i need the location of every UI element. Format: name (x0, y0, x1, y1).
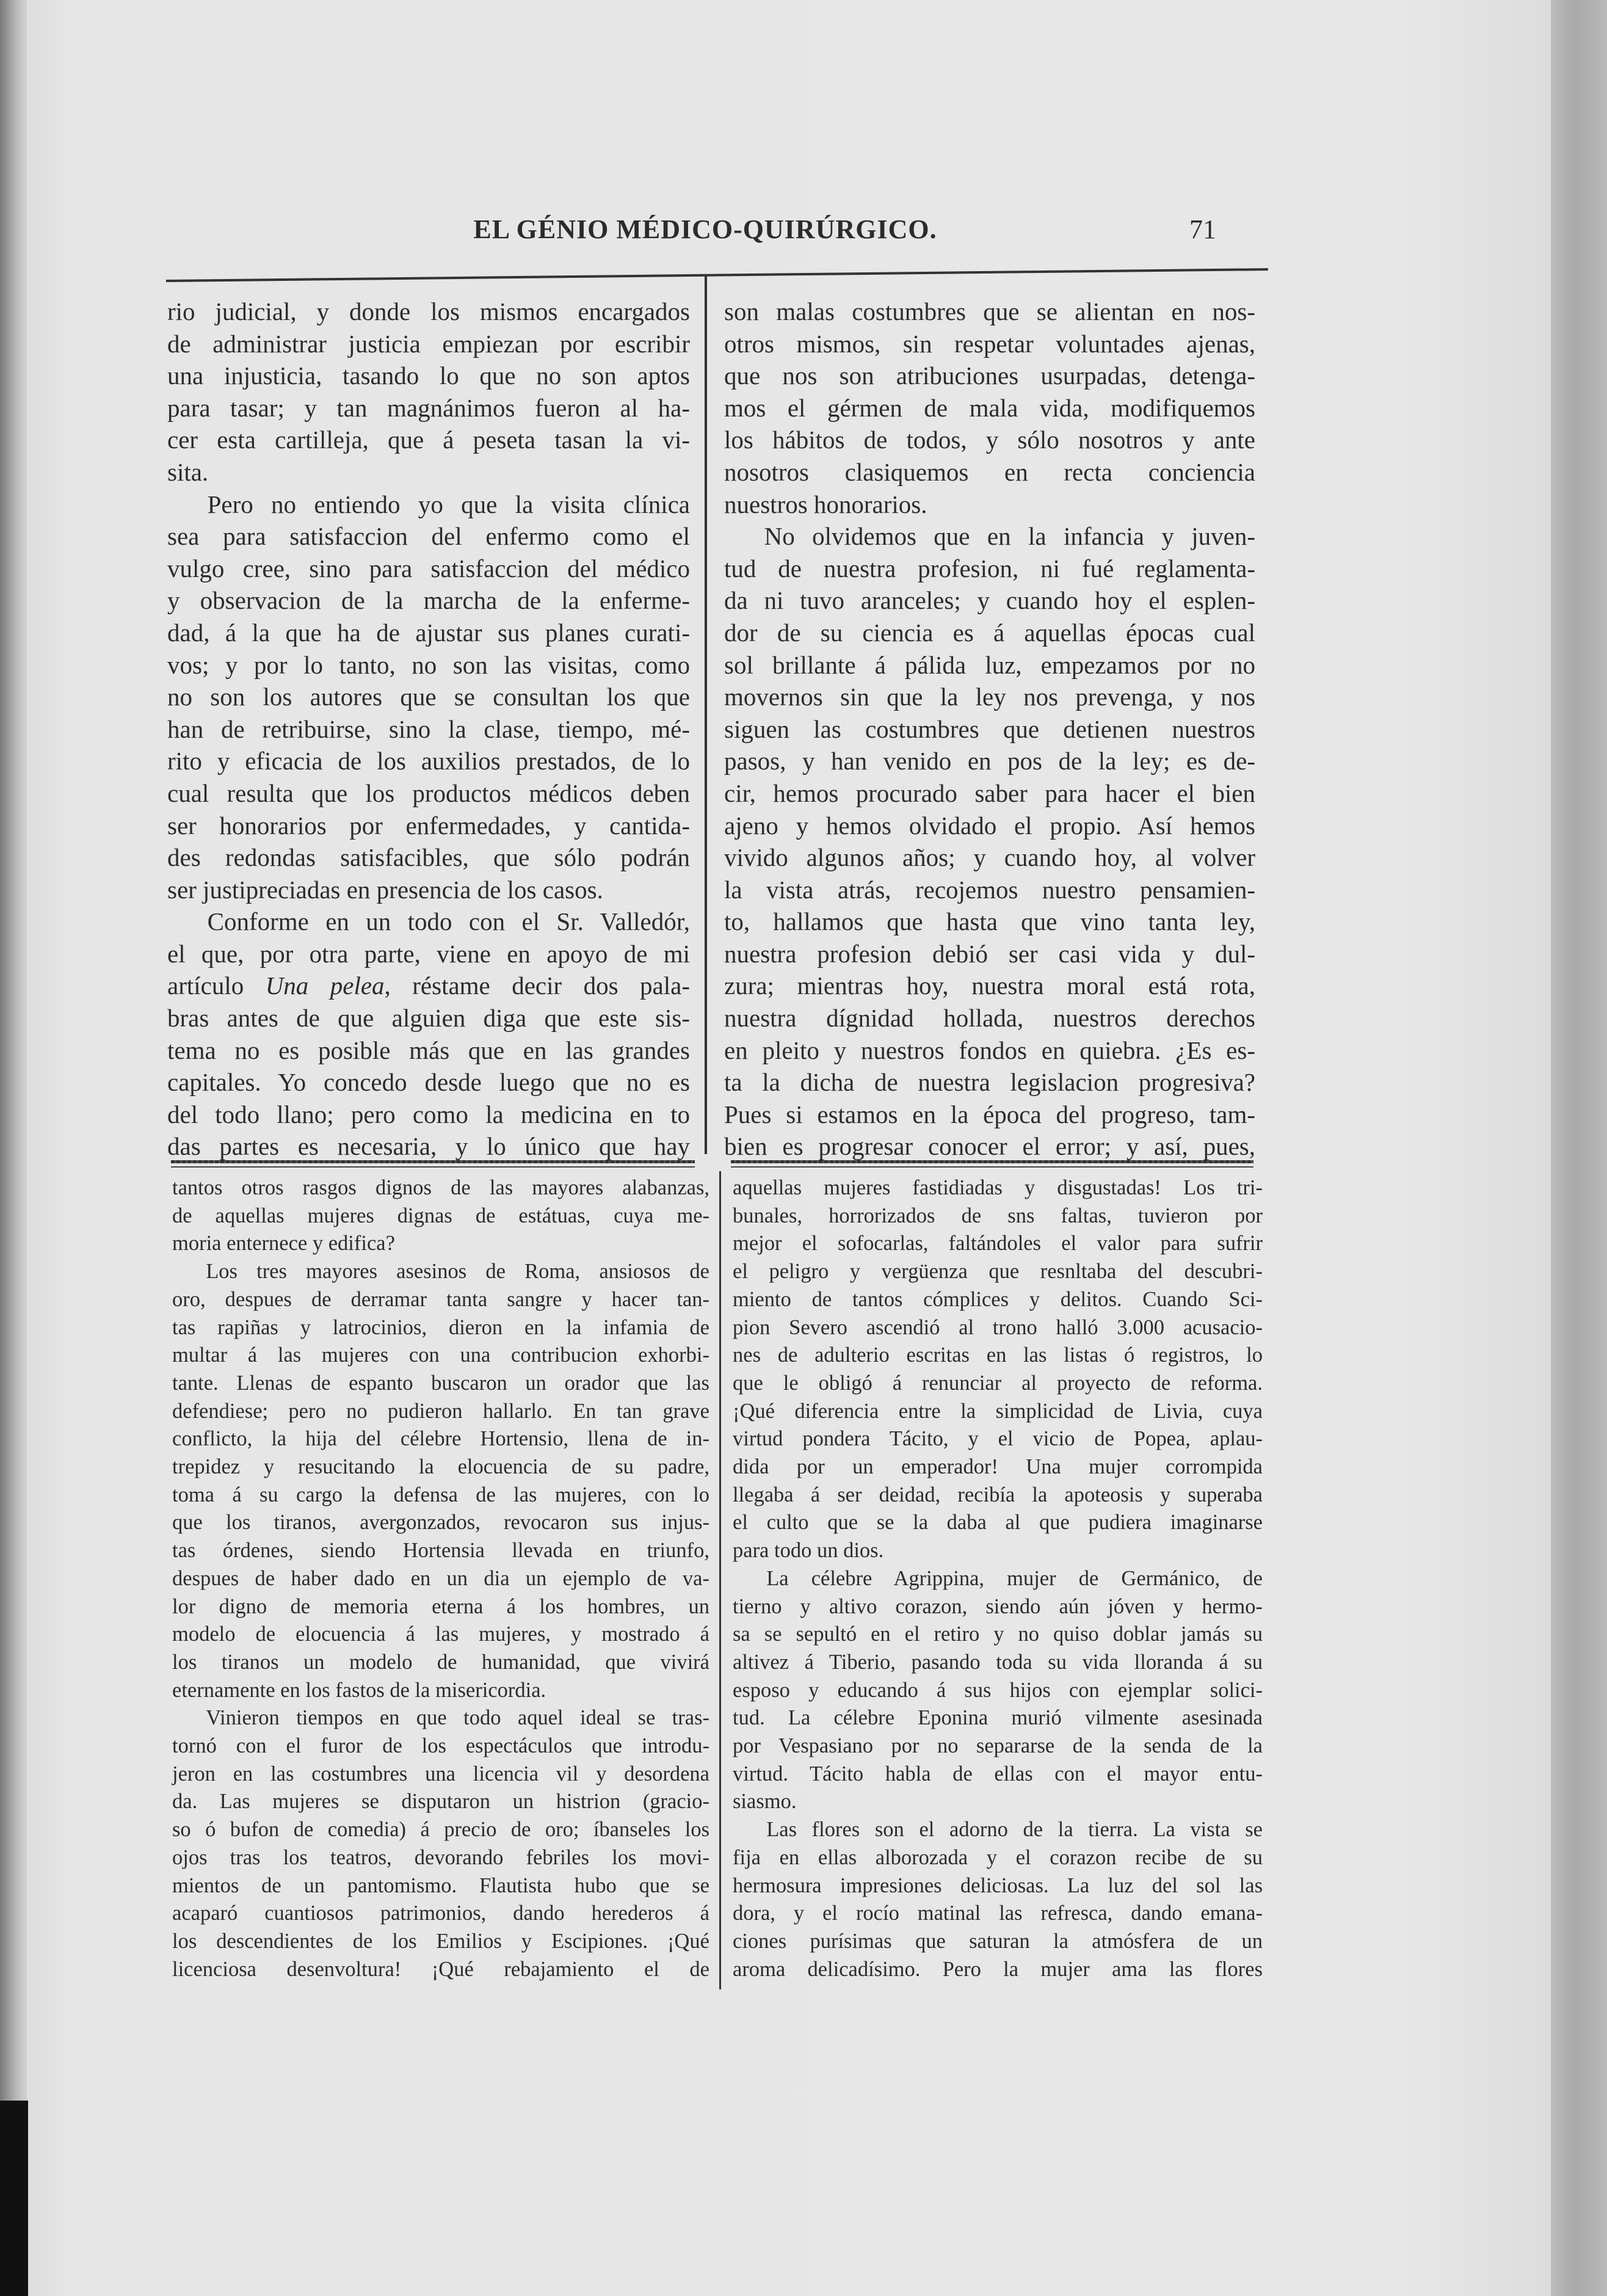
text-line: eternamente en los fastos de la misericordia. (172, 1678, 546, 1702)
text-line: pion Severo ascendió al trono halló 3.000 acusacio- (733, 1315, 1263, 1339)
text-line: to, hallamos que hasta que vino tanta ley, (724, 907, 1255, 936)
paragraph (733, 1174, 1263, 1565)
text-span: artículo (167, 972, 266, 1000)
text-line: una injusticia, tasando lo que no son aptos (167, 361, 690, 390)
text-line: des redondas satisfacibles, que sólo podrán (167, 843, 690, 872)
text-line: bras antes de que alguien diga que este sis- (167, 1004, 690, 1033)
text-line: nuestra profesion debió ser casi vida y dul- (724, 939, 1255, 968)
text-line: siguen las costumbres que detienen nuestros (724, 714, 1255, 743)
text-line: del todo llano; pero como la medicina en to (167, 1100, 690, 1128)
paragraph (167, 489, 690, 906)
text-line: otros mismos, sin respetar voluntades ajenas, (724, 329, 1255, 358)
text-line: nes de adulterio escritas en las listas ó registros, lo (733, 1343, 1263, 1367)
upper-left-column (167, 296, 690, 1163)
text-line: licenciosa desenvoltura! ¡Qué rebajamiento el de (172, 1957, 709, 1981)
text-line: ser justipreciadas en presencia de los casos. (167, 875, 603, 904)
text-line: ser honorarios por enfermedades, y cantida- (167, 811, 690, 840)
text-line: tud. La célebre Eponina murió vilmente asesinada (733, 1706, 1263, 1730)
binding-edge (0, 0, 27, 2296)
text-line: son malas costumbres que se alientan en nos- (724, 297, 1255, 325)
text-line: por Vespasiano por no separarse de la senda de la (733, 1734, 1263, 1758)
text-line: nuestra dígnidad hollada, nuestros derechos (724, 1004, 1255, 1033)
text-line: rito y eficacia de los auxilios prestados, de lo (167, 747, 690, 776)
text-line: mientos de un pantomismo. Flautista hubo que se (172, 1873, 709, 1897)
text-line: Pues si estamos en la época del progreso, tam- (724, 1100, 1255, 1128)
binding-corner (0, 2101, 28, 2296)
text-line: lor digno de memoria eterna á los hombres, un (172, 1594, 709, 1618)
text-line: los hábitos de todos, y sólo nosotros y ante (724, 426, 1255, 454)
text-line: de aquellas mujeres dignas de estátuas, cuya me- (172, 1204, 709, 1227)
text-line: ta la dicha de nuestra legislacion progresiva? (724, 1068, 1255, 1097)
text-line: para todo un dios. (733, 1539, 884, 1563)
paragraph (167, 296, 690, 489)
text-line: tierno y altivo corazon, siendo aún jóven y hermo- (733, 1594, 1263, 1618)
text-line: aquellas mujeres fastidiadas y disgustadas! Los tri- (733, 1176, 1263, 1199)
paragraph (167, 906, 690, 1163)
paragraph (172, 1704, 709, 1983)
text-line: los descendientes de los Emilios y Escipiones. ¡Qué (172, 1929, 709, 1953)
text-line: tud de nuestra profesion, ni fué reglamenta- (724, 554, 1255, 583)
text-line: capitales. Yo concedo desde luego que no es (167, 1068, 690, 1097)
text-line: tantos otros rasgos dignos de las mayores alabanzas, (172, 1176, 709, 1199)
upper-column-divider (705, 275, 707, 1154)
text-line: jeron en las costumbres una licencia vil y desordena (172, 1762, 709, 1786)
text-line: esposo y educando á sus hijos con ejemplar solici- (733, 1678, 1263, 1702)
text-line: y observacion de la marcha de la enferme- (167, 586, 690, 615)
text-line: vivido algunos años; y cuando hoy, al volver (724, 843, 1255, 872)
text-line: han de retribuirse, sino la clase, tiempo, mé- (167, 714, 690, 743)
text-line: das partes es necesaria, y lo único que hay (167, 1132, 690, 1161)
text-line: bunales, horrorizados de sns faltas, tuvieron por (733, 1204, 1263, 1227)
text-line: La célebre Agrippina, mujer de Germánico, de (766, 1566, 1263, 1590)
upper-right-column (724, 296, 1255, 1163)
text-line: ¡Qué diferencia entre la simplicidad de Livia, cuya (733, 1399, 1263, 1423)
text-line: para tasar; y tan magnánimos fueron al ha- (167, 393, 690, 422)
text-line: toma á su cargo la defensa de las mujeres, con lo (172, 1483, 709, 1506)
text-line: hermosura impresiones deliciosas. La luz del sol las (733, 1873, 1263, 1897)
text-line: nosotros clasiquemos en recta conciencia (724, 457, 1255, 486)
text-line: Conforme en un todo con el Sr. Valledór, (207, 907, 690, 936)
lower-left-column (172, 1174, 709, 1983)
text-line: moria enternece y edifica? (172, 1232, 395, 1255)
text-line: sa se sepultó en el retiro y no quiso doblar jamás su (733, 1622, 1263, 1646)
text-line: virtud pondera Tácito, y el vicio de Popea, aplau- (733, 1427, 1263, 1451)
text-line: Los tres mayores asesinos de Roma, ansiosos de (206, 1260, 709, 1284)
text-line: so ó bufon de comedia) á precio de oro; íbanseles los (172, 1818, 709, 1842)
text-line: en pleito y nuestros fondos en quiebra. ¿Es es- (724, 1036, 1255, 1064)
text-line: aroma delicadísimo. Pero la mujer ama las flores (733, 1957, 1263, 1981)
text-line: que nos son atribuciones usurpadas, detenga- (724, 361, 1255, 390)
text-line: pasos, y han venido en pos de la ley; es de- (724, 747, 1255, 776)
text-line: siasmo. (733, 1790, 797, 1814)
text-line: conflicto, la hija del célebre Hortensio, llena de in- (172, 1427, 709, 1451)
text-line: zura; mientras hoy, nuestra moral está rota, (724, 972, 1255, 1000)
text-line: bien es progresar conocer el error; y así, pues, (724, 1132, 1255, 1161)
text-line: nuestros honorarios. (724, 490, 927, 518)
text-span: , réstame decir dos pala- (384, 972, 690, 1000)
text-line (167, 970, 690, 1002)
text-line: dor de su ciencia es á aquellas épocas cual (724, 618, 1255, 647)
text-line: dida por un emperador! Una mujer corrompida (733, 1455, 1263, 1479)
running-header-title: EL GÉNIO MÉDICO-QUIRÚRGICO. (473, 214, 937, 244)
text-line: el culto que se la daba al que pudiera imaginarse (733, 1511, 1263, 1535)
text-line: tante. Llenas de espanto buscaron un orador que las (172, 1371, 709, 1395)
text-line: cer esta cartilleja, que á peseta tasan la vi- (167, 426, 690, 454)
text-line: ajeno y hemos olvidado el propio. Así hemos (724, 811, 1255, 840)
text-line: tema no es posible más que en las grandes (167, 1036, 690, 1064)
text-line: tornó con el furor de los espectáculos que introdu- (172, 1734, 709, 1758)
text-line: tas rapiñas y latrocinios, dieron en la infamia de (172, 1315, 709, 1339)
text-line: Vinieron tiempos en que todo aquel ideal se tras- (206, 1706, 709, 1730)
text-line: sol brillante á pálida luz, empezamos por no (724, 650, 1255, 679)
text-line: no son los autores que se consultan los que (167, 683, 690, 711)
text-line: rio judicial, y donde los mismos encargados (167, 297, 690, 325)
text-line: movernos sin que la ley nos prevenga, y nos (724, 683, 1255, 711)
paragraph (172, 1174, 709, 1258)
text-line: fija en ellas alborozada y el corazon recibe de su (733, 1845, 1263, 1869)
text-line: Pero no entiendo yo que la visita clínica (207, 490, 690, 518)
text-line: tas órdenes, siendo Hortensia llevada en triunfo, (172, 1539, 709, 1563)
text-line: el peligro y vergüenza que resnltaba del descubri- (733, 1260, 1263, 1284)
text-line: oro, despues de derramar tanta sangre y hacer tan- (172, 1287, 709, 1311)
lower-column-divider (719, 1171, 721, 1989)
text-line: da ni tuvo aranceles; y cuando hoy el esplen- (724, 586, 1255, 615)
text-line: cir, hemos procurado saber para hacer el bien (724, 779, 1255, 807)
text-line: trepidez y resucitando la elocuencia de su padre, (172, 1455, 709, 1479)
text-line: modelo de elocuencia á las mujeres, y mostrado á (172, 1622, 709, 1646)
text-line: el que, por otra parte, viene en apoyo de mi (167, 939, 690, 968)
text-line: da. Las mujeres se disputaron un histrion (gracio- (172, 1790, 709, 1814)
text-line: No olvidemos que en la infancia y juven- (764, 522, 1255, 551)
text-line: altivez á Tiberio, pasando toda su vida lloranda á su (733, 1650, 1263, 1674)
page-edge-shadow (1551, 0, 1607, 2296)
text-line: cual resulta que los productos médicos deben (167, 779, 690, 807)
text-line: ojos tras los teatros, devorando febriles los movi- (172, 1845, 709, 1869)
paragraph (172, 1258, 709, 1704)
text-line: vulgo cree, sino para satisfaccion del médico (167, 554, 690, 583)
paragraph (733, 1565, 1263, 1816)
paragraph (724, 296, 1255, 520)
page-number: 71 (1189, 214, 1216, 244)
text-line: virtud. Tácito habla de ellas con el mayor entu- (733, 1762, 1263, 1786)
text-line: mos el gérmen de mala vida, modifiquemos (724, 393, 1255, 422)
text-line: multar á las mujeres con una contribucion exhorbi- (172, 1343, 709, 1367)
text-line: miento de tantos cómplices y delitos. Cuando Sci- (733, 1287, 1263, 1311)
text-line: que los tiranos, avergonzados, revocaron sus injus- (172, 1511, 709, 1535)
text-line: de administrar justicia empiezan por escribir (167, 329, 690, 358)
text-line: la vista atrás, recojemos nuestro pensamien- (724, 875, 1255, 904)
text-line: dad, á la que ha de ajustar sus planes curati- (167, 618, 690, 647)
text-line: vos; y por lo tanto, no son las visitas, como (167, 650, 690, 679)
paragraph (724, 520, 1255, 1163)
text-line: sea para satisfaccion del enfermo como el (167, 522, 690, 551)
text-line: los tiranos un modelo de humanidad, que vivirá (172, 1650, 709, 1674)
text-line: despues de haber dado en un dia un ejemplo de va- (172, 1566, 709, 1590)
text-line: defendiese; pero no pudieron hallarlo. En tan grave (172, 1399, 709, 1423)
text-line: sita. (167, 457, 209, 486)
text-line: dora, y el rocío matinal las refresca, dando emana- (733, 1902, 1263, 1925)
text-line: que le obligó á renunciar al proyecto de reforma. (733, 1371, 1263, 1395)
text-line: ciones purísimas que saturan la atmósfera de un (733, 1929, 1263, 1953)
text-line: mejor el sofocarlas, faltándoles el valor para sufrir (733, 1232, 1263, 1255)
text-line: acaparó cuantiosos patrimonios, dando herederos á (172, 1902, 709, 1925)
lower-right-column (733, 1174, 1263, 1983)
text-line: Las flores son el adorno de la tierra. La vista se (766, 1818, 1263, 1842)
text-line: llegaba á ser deidad, recibía la apoteosis y superaba (733, 1483, 1263, 1506)
italic-title: Una pelea (265, 972, 385, 1000)
paragraph (733, 1816, 1263, 1983)
